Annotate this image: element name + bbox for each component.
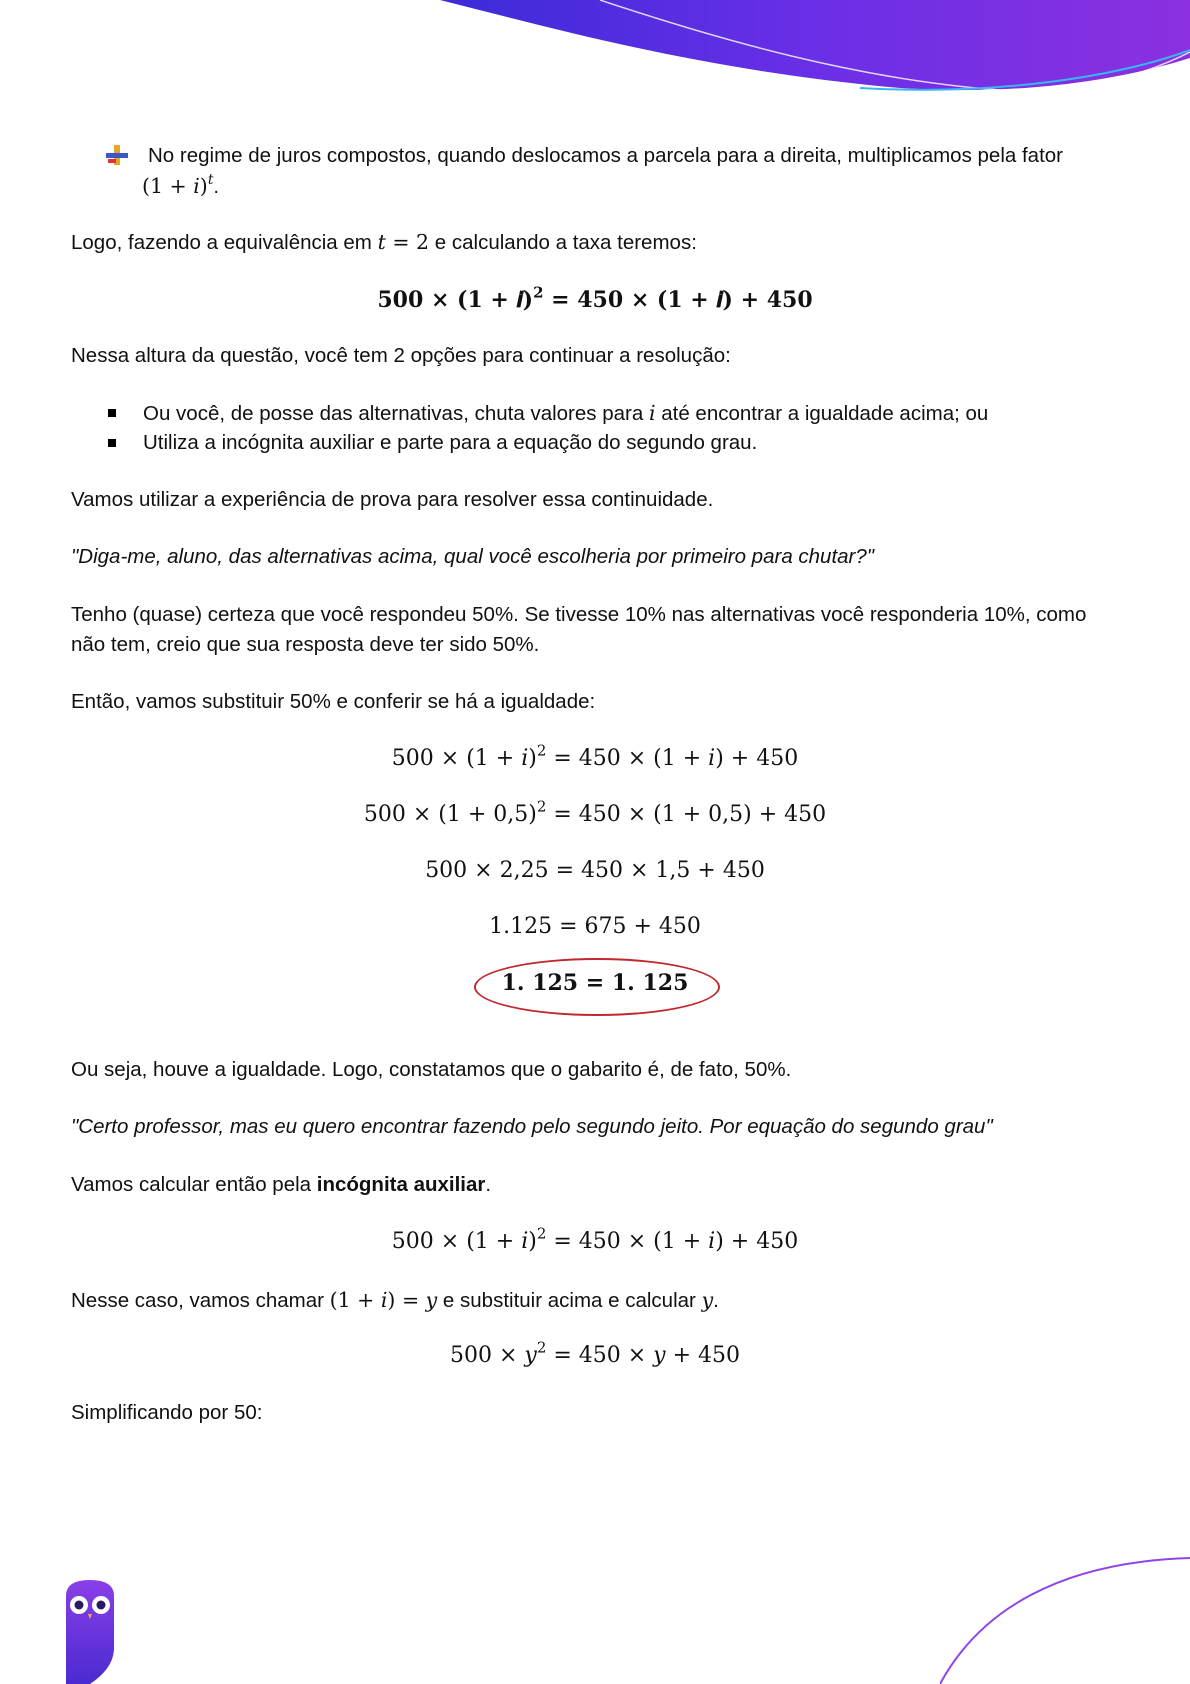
quote-1: "Diga-me, aluno, das alternativas acima, qual você escolheria por primeiro para chutar?" bbox=[71, 545, 875, 568]
text: e calculando a taxa teremos: bbox=[429, 231, 697, 254]
eq-left: 500 × 𝑦 bbox=[449, 1343, 537, 1368]
inline-var: 𝑖 bbox=[648, 401, 656, 425]
eq-exp: 2 bbox=[536, 1338, 547, 1357]
formula-text: (1 + 𝑖) bbox=[142, 174, 208, 198]
equation-6 bbox=[0, 1224, 1190, 1257]
eq-left: 500 × (1 + 𝑖) bbox=[391, 1229, 537, 1254]
text: . bbox=[485, 1173, 492, 1196]
eq-right: = 450 × 𝑦 + 450 bbox=[546, 1343, 741, 1368]
inline-math: (1 + 𝑖) = 𝑦 bbox=[329, 1288, 438, 1312]
paragraph-entao: Então, vamos substituir 50% e conferir se há a igualdade: bbox=[71, 690, 596, 713]
main-equation bbox=[0, 285, 1190, 315]
eq-right: = 450 × (1 + 𝑖) + 450 bbox=[546, 746, 799, 771]
text: . bbox=[713, 1289, 719, 1312]
inline-var: 𝑦 bbox=[701, 1288, 714, 1312]
quote-2: "Certo professor, mas eu quero encontrar fazendo pelo segundo jeito. Por equação do segundo grau" bbox=[71, 1115, 993, 1138]
text: e substituir acima e calcular bbox=[437, 1289, 702, 1312]
text: Logo, fazendo a equivalência em bbox=[71, 231, 378, 254]
eq-exp: 𝟐 bbox=[533, 283, 544, 302]
bullet-text: No regime de juros compostos, quando deslocamos a parcela para a direita, multiplicamos pela fator bbox=[148, 144, 1064, 167]
equation-7 bbox=[0, 1338, 1190, 1371]
equation-5: 𝟏. 𝟏𝟐𝟓 = 𝟏. 𝟏𝟐𝟓 bbox=[501, 970, 689, 996]
header-wave bbox=[0, 0, 1190, 100]
paragraph-simpl: Simplificando por 50: bbox=[71, 1401, 263, 1424]
equation-4: 1.125 = 675 + 450 bbox=[489, 914, 701, 939]
eq-right: = 450 × (1 + 0,5) + 450 bbox=[546, 802, 827, 827]
paragraph-vamos: Vamos utilizar a experiência de prova para resolver essa continuidade. bbox=[71, 488, 714, 511]
eq-exp: 2 bbox=[536, 1224, 547, 1243]
paragraph-nessa: Nessa altura da questão, você tem 2 opções para continuar a resolução: bbox=[71, 344, 731, 367]
equation-1 bbox=[0, 741, 1190, 774]
option-1 bbox=[143, 398, 988, 429]
text: até encontrar a igualdade acima; ou bbox=[655, 402, 989, 425]
bold-text: incógnita auxiliar bbox=[316, 1173, 486, 1196]
equation-2 bbox=[0, 797, 1190, 830]
owl-logo-icon bbox=[62, 1578, 118, 1684]
formula-end: . bbox=[213, 175, 220, 198]
square-bullet-icon bbox=[108, 439, 116, 447]
paragraph-tenho-2: não tem, creio que sua resposta deve ter sido 50%. bbox=[71, 633, 540, 656]
paragraph-calc bbox=[71, 1170, 491, 1200]
text: Vamos calcular então pela bbox=[71, 1173, 317, 1196]
paragraph-nesse bbox=[71, 1285, 719, 1316]
eq-right: = 450 × (1 + 𝑖) + 450 bbox=[546, 1229, 799, 1254]
eq-left: 500 × (1 + 𝑖) bbox=[391, 746, 537, 771]
inline-math: 𝑡 = 2 bbox=[377, 230, 430, 254]
eq-exp: 2 bbox=[536, 797, 547, 816]
text: Ou você, de posse das alternativas, chuta valores para bbox=[143, 402, 649, 425]
paragraph-logo bbox=[71, 227, 697, 258]
eq-left: 500 × (1 + 0,5) bbox=[363, 802, 537, 827]
eq-right: = 𝟒𝟓𝟎 × (𝟏 + 𝒊) + 𝟒𝟓𝟎 bbox=[543, 287, 813, 313]
paragraph-ouseja: Ou seja, houve a igualdade. Logo, constatamos que o gabarito é, de fato, 50%. bbox=[71, 1058, 792, 1081]
text: Nesse caso, vamos chamar bbox=[71, 1289, 330, 1312]
eq-left: 𝟓𝟎𝟎 × (𝟏 + 𝒊) bbox=[377, 287, 534, 313]
option-2: Utiliza a incógnita auxiliar e parte para a equação do segundo grau. bbox=[143, 431, 758, 454]
square-bullet-icon bbox=[108, 409, 116, 417]
equation-3: 500 × 2,25 = 450 × 1,5 + 450 bbox=[425, 858, 765, 883]
footer-curve bbox=[940, 1550, 1190, 1684]
stacked-bars-bullet-icon bbox=[106, 145, 128, 165]
bullet-formula bbox=[142, 171, 219, 202]
eq-exp: 2 bbox=[536, 741, 547, 760]
paragraph-tenho-1: Tenho (quase) certeza que você respondeu 50%. Se tivesse 10% nas alternativas você responderia 10%, como bbox=[71, 603, 1087, 626]
formula-exponent: 𝑡 bbox=[207, 171, 214, 188]
